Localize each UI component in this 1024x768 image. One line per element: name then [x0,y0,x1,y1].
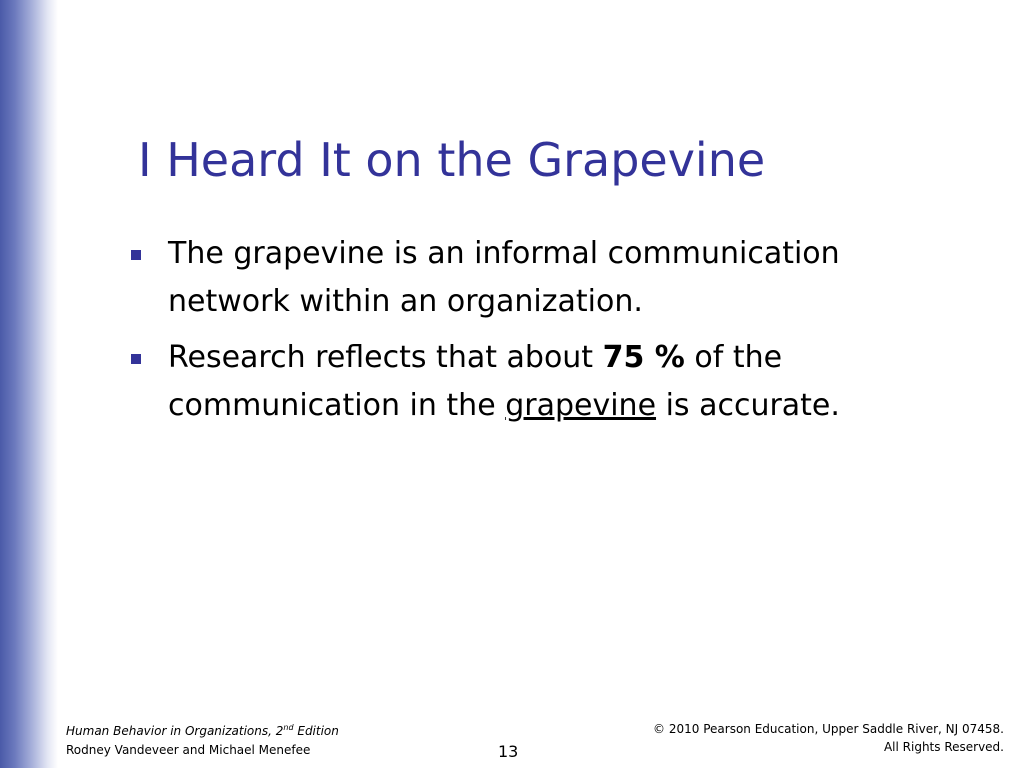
book-title-prefix: Human Behavior in Organizations, 2 [66,724,284,738]
copyright-line-2: All Rights Reserved. [883,740,1004,754]
bullet-text-start: Research reflects that about [168,340,603,375]
book-authors: Rodney Vandeveer and Michael Menefee [66,743,311,757]
book-title [66,722,339,741]
bullet-text: The grapevine is an informal communication network within an organization. [168,236,840,319]
square-bullet-icon [131,250,141,260]
bullet-list [128,230,928,438]
grapevine-link[interactable]: grapevine [505,388,657,423]
bullet-text-middle: of the communication in the [168,340,783,423]
emphasis-percentage: 75 % [602,340,685,375]
bullet-item-1 [128,230,928,326]
side-gradient-bar [0,0,58,768]
bullet-text-end: is accurate. [656,388,840,423]
square-bullet-icon [131,354,141,364]
book-title-suffix: Edition [293,724,339,738]
footer-book-info [66,722,339,760]
footer-copyright [653,720,1004,756]
copyright-line-1: © 2010 Pearson Education, Upper Saddle River, NJ 07458. [653,722,1004,736]
page-number: 13 [498,742,519,761]
bullet-item-2 [128,334,928,430]
slide-title: I Heard It on the Grapevine [138,133,766,187]
book-title-sup: nd [283,723,294,732]
